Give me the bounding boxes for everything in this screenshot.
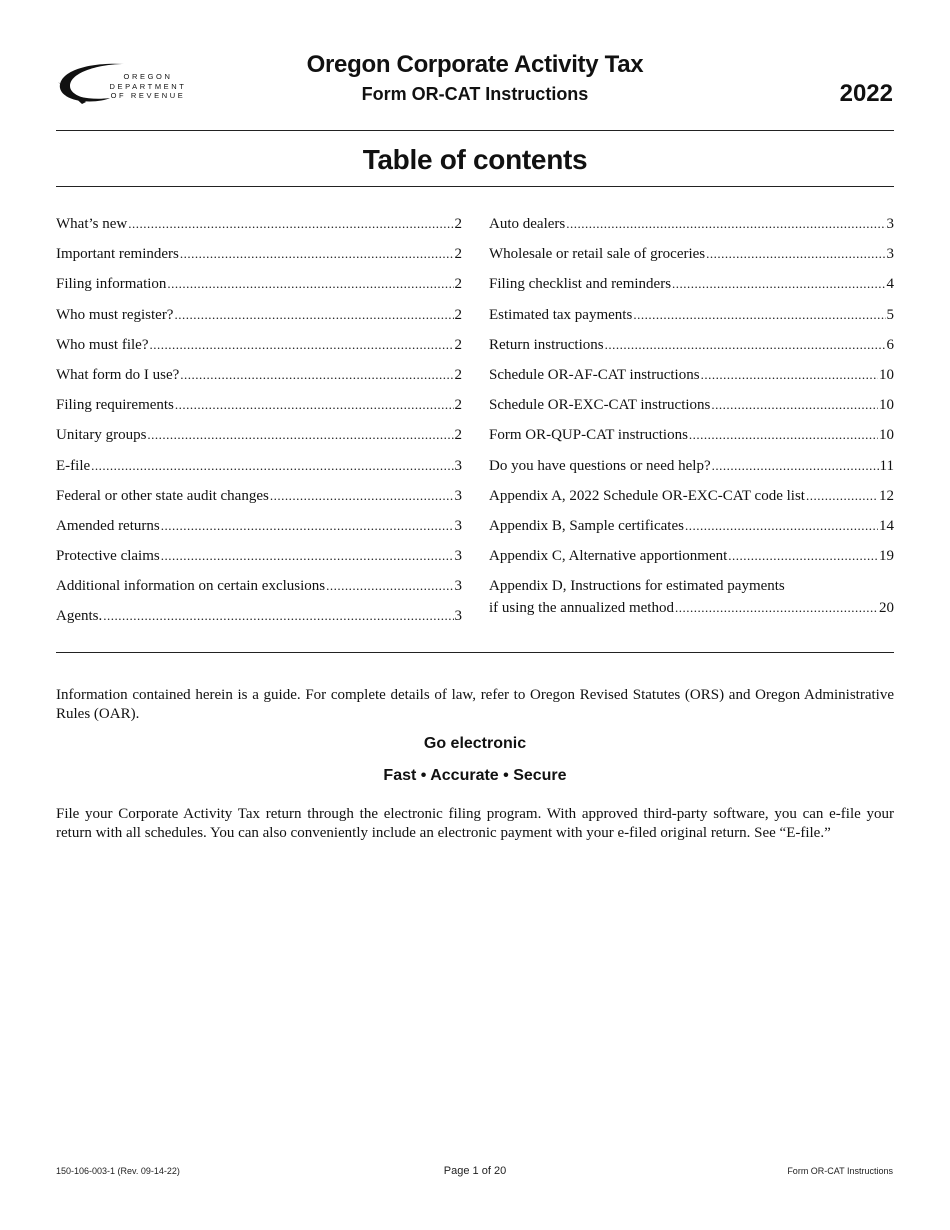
toc-entry-page: 3 <box>886 216 894 232</box>
toc-entry[interactable] <box>489 213 894 243</box>
dot-leader <box>167 273 453 295</box>
toc-entry-label: Important reminders <box>56 246 179 263</box>
dot-leader <box>161 515 454 537</box>
divider <box>56 186 894 187</box>
toc-entry-page: 14 <box>879 517 894 534</box>
toc-entry-page: 2 <box>454 336 462 353</box>
page-number: Page 1 of 20 <box>443 1165 507 1177</box>
toc-entry[interactable] <box>56 455 462 485</box>
toc-entry-page: 3 <box>454 487 462 504</box>
dot-leader <box>685 515 878 537</box>
dot-leader <box>180 364 453 386</box>
toc-entry-label: Who must file? <box>56 336 149 353</box>
toc-entry-page: 4 <box>886 276 894 293</box>
toc-entry[interactable] <box>489 485 894 515</box>
toc-entry[interactable] <box>489 273 894 303</box>
toc-right-column <box>489 213 894 619</box>
dot-leader <box>149 334 453 356</box>
toc-entry-label: Appendix A, 2022 Schedule OR-EXC-CAT code list <box>489 487 805 504</box>
toc-entry-page: 3 <box>454 608 462 625</box>
dot-leader <box>270 485 454 507</box>
toc-entry-label: if using the annualized method <box>489 600 674 617</box>
dot-leader <box>128 213 453 235</box>
toc-entry-label: Filing information <box>56 276 167 293</box>
toc-entry-page: 3 <box>454 517 462 534</box>
dot-leader <box>711 394 878 416</box>
dot-leader <box>174 304 453 326</box>
toc-entry-page: 6 <box>886 336 894 353</box>
efile-paragraph: File your Corporate Activity Tax return through the electronic filing program. With approved third-party software, you can e-file your return with all schedules. You can also conveniently include an electronic payment with your e-filed original return. See “E-file.” <box>56 806 894 841</box>
dot-leader <box>806 485 878 507</box>
toc-entry[interactable] <box>489 545 894 575</box>
toc-entry-page: 3 <box>454 578 462 595</box>
dot-leader <box>675 597 878 619</box>
toc-entry[interactable] <box>489 394 894 424</box>
toc-entry-page: 2 <box>454 427 462 444</box>
toc-entry[interactable] <box>56 424 462 454</box>
toc-entry-label: Auto dealers <box>489 216 566 232</box>
document-subtitle: Form OR-CAT Instructions <box>361 84 589 104</box>
toc-entry[interactable] <box>489 364 894 394</box>
toc-entry-label: Schedule OR-AF-CAT instructions <box>489 366 700 383</box>
toc-entry[interactable] <box>56 575 462 605</box>
toc-entry[interactable] <box>489 424 894 454</box>
dot-leader <box>566 213 885 235</box>
form-number: 150-106-003-1 (Rev. 09-14-22) <box>56 1166 180 1176</box>
dot-leader <box>706 243 885 265</box>
toc-entry-page: 3 <box>454 548 462 565</box>
dot-leader <box>161 545 454 567</box>
toc-entry[interactable] <box>56 605 462 635</box>
toc-entry[interactable] <box>489 334 894 364</box>
toc-entry-label: Form OR-QUP-CAT instructions <box>489 427 688 444</box>
dot-leader <box>701 364 878 386</box>
toc-entry-page: 2 <box>454 276 462 293</box>
toc-entry-label: Appendix C, Alternative apportionment <box>489 548 728 565</box>
dot-leader <box>175 394 454 416</box>
toc-entry-label: Protective claims <box>56 548 160 565</box>
divider <box>56 130 894 131</box>
form-name: Form OR-CAT Instructions <box>787 1166 893 1176</box>
toc-entry-label: Filing requirements <box>56 397 174 414</box>
toc-entry-page: 2 <box>454 216 462 232</box>
dot-leader <box>633 304 885 326</box>
toc-entry-page: 2 <box>454 397 462 414</box>
toc-entry-label: E-file <box>56 457 91 474</box>
dot-leader <box>728 545 878 567</box>
toc-entry-page: 2 <box>454 246 462 263</box>
toc-entry-label: Do you have questions or need help? <box>489 457 711 474</box>
logo-line: OF REVENUE <box>110 91 186 100</box>
logo-line: DEPARTMENT <box>109 81 187 91</box>
toc-heading: Table of contents <box>362 144 588 175</box>
toc-entry-page: 10 <box>879 397 894 414</box>
intro-paragraph: Information contained herein is a guide. For complete details of law, refer to Oregon Revised Statutes (ORS) and Oregon Administrative Rules (OAR). <box>56 687 894 722</box>
toc-entry[interactable] <box>56 304 462 334</box>
toc-entry-label: What’s new <box>56 216 128 232</box>
toc-left-column <box>56 213 462 636</box>
document-title: Oregon Corporate Activity Tax <box>306 51 644 78</box>
tagline: Fast • Accurate • Secure <box>383 767 567 784</box>
toc-entry-page: 3 <box>454 457 462 474</box>
toc-entry-label: Appendix B, Sample certificates <box>489 517 684 534</box>
toc-entry[interactable] <box>56 485 462 515</box>
toc-entry[interactable] <box>56 545 462 575</box>
toc-entry-label: Agents. <box>56 608 103 625</box>
toc-entry-page: 10 <box>879 366 894 383</box>
toc-entry-line2 <box>489 597 894 619</box>
toc-entry[interactable] <box>56 213 462 243</box>
toc-entry[interactable] <box>56 364 462 394</box>
dot-leader <box>712 455 879 477</box>
toc-entry[interactable] <box>56 515 462 545</box>
toc-entry-page: 20 <box>879 600 894 617</box>
toc-entry-label: What form do I use? <box>56 366 180 383</box>
toc-entry[interactable] <box>489 575 894 619</box>
toc-entry[interactable] <box>489 515 894 545</box>
toc-entry-label: Additional information on certain exclusions <box>56 578 326 595</box>
toc-entry-page: 11 <box>879 457 894 474</box>
toc-entry[interactable] <box>56 334 462 364</box>
dot-leader <box>672 273 885 295</box>
toc-entry[interactable] <box>56 273 462 303</box>
dot-leader <box>326 575 453 597</box>
tax-year: 2022 <box>839 80 893 107</box>
toc-entry-page: 2 <box>454 306 462 323</box>
toc-entry-page: 2 <box>454 366 462 383</box>
dot-leader <box>605 334 886 356</box>
toc-entry[interactable] <box>56 243 462 273</box>
toc-entry-label: Unitary groups <box>56 427 147 444</box>
toc-entry-page: 19 <box>879 548 894 565</box>
toc-entry-page: 3 <box>886 246 894 263</box>
toc-entry[interactable] <box>489 243 894 273</box>
toc-entry-label: Amended returns <box>56 517 160 534</box>
go-electronic-heading: Go electronic <box>423 735 527 752</box>
toc-entry[interactable] <box>489 455 894 485</box>
toc-entry-label: Wholesale or retail sale of groceries <box>489 246 706 263</box>
toc-entry-page: 5 <box>886 306 894 323</box>
dot-leader <box>91 455 453 477</box>
dot-leader <box>180 243 454 265</box>
toc-entry-label: Federal or other state audit changes <box>56 487 269 504</box>
toc-entry-label: Estimated tax payments <box>489 306 633 323</box>
toc-entry-page: 10 <box>879 427 894 444</box>
toc-entry-label: Who must register? <box>56 306 174 323</box>
divider <box>56 652 894 653</box>
dot-leader <box>689 424 878 446</box>
toc-entry[interactable] <box>56 394 462 424</box>
toc-entry-label: Return instructions <box>489 336 604 353</box>
logo-line: OREGON <box>123 72 173 81</box>
toc-entry-label: Filing checklist and reminders <box>489 276 672 293</box>
toc-entry[interactable] <box>489 304 894 334</box>
dot-leader <box>147 424 453 446</box>
toc-entry-page: 12 <box>879 487 894 504</box>
toc-entry-label: Appendix D, Instructions for estimated payments <box>489 578 785 595</box>
dot-leader <box>103 605 453 627</box>
toc-entry-label: Schedule OR-EXC-CAT instructions <box>489 397 711 414</box>
